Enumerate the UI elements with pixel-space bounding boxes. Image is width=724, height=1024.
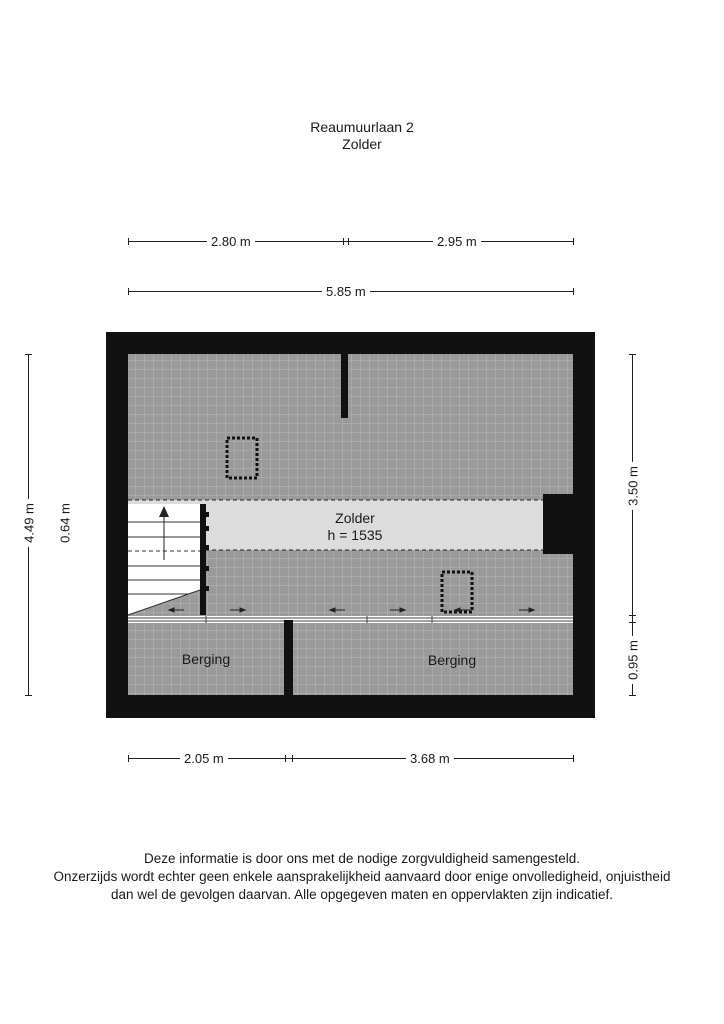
partition-wall-top (341, 354, 348, 418)
partition-wall-berging (284, 620, 293, 695)
floor-title: Zolder (342, 136, 382, 152)
dimension-label-top-right: 2.95 m (433, 234, 481, 249)
dimension-label-left-inner: 0.64 m (58, 499, 73, 547)
room-label-berging-left: Berging (181, 651, 231, 667)
staircase (128, 504, 209, 615)
dimension-label-top-left: 2.80 m (207, 234, 255, 249)
disclaimer (0, 850, 724, 904)
dimension-label-right-lower: 0.95 m (626, 636, 641, 684)
sliding-door-track (128, 616, 573, 623)
chimney-block (543, 494, 573, 554)
disclaimer-line-2: Onzerzijds wordt echter geen enkele aansprakelijkheid aanvaard door enige onvolledigheid, onjuistheid (53, 869, 671, 884)
room-height-zolder: h = 1535 (327, 527, 383, 543)
address-title: Reaumuurlaan 2 (310, 119, 414, 135)
dimension-label-left-total: 4.49 m (22, 499, 37, 547)
dimension-label-bottom-left: 2.05 m (180, 751, 228, 766)
dimension-label-top-total: 5.85 m (322, 284, 370, 299)
disclaimer-line-3: dan wel de gevolgen daarvan. Alle opgegeven maten en oppervlakten zijn indicatief. (110, 887, 614, 902)
room-name-zolder: Zolder (335, 510, 375, 526)
room-label-zolder (300, 510, 410, 544)
room-label-berging-right: Berging (427, 652, 477, 668)
dimension-label-right-upper: 3.50 m (626, 462, 641, 510)
disclaimer-line-1: Deze informatie is door ons met de nodige zorgvuldigheid samengesteld. (143, 851, 580, 866)
dimension-label-bottom-right: 3.68 m (406, 751, 454, 766)
